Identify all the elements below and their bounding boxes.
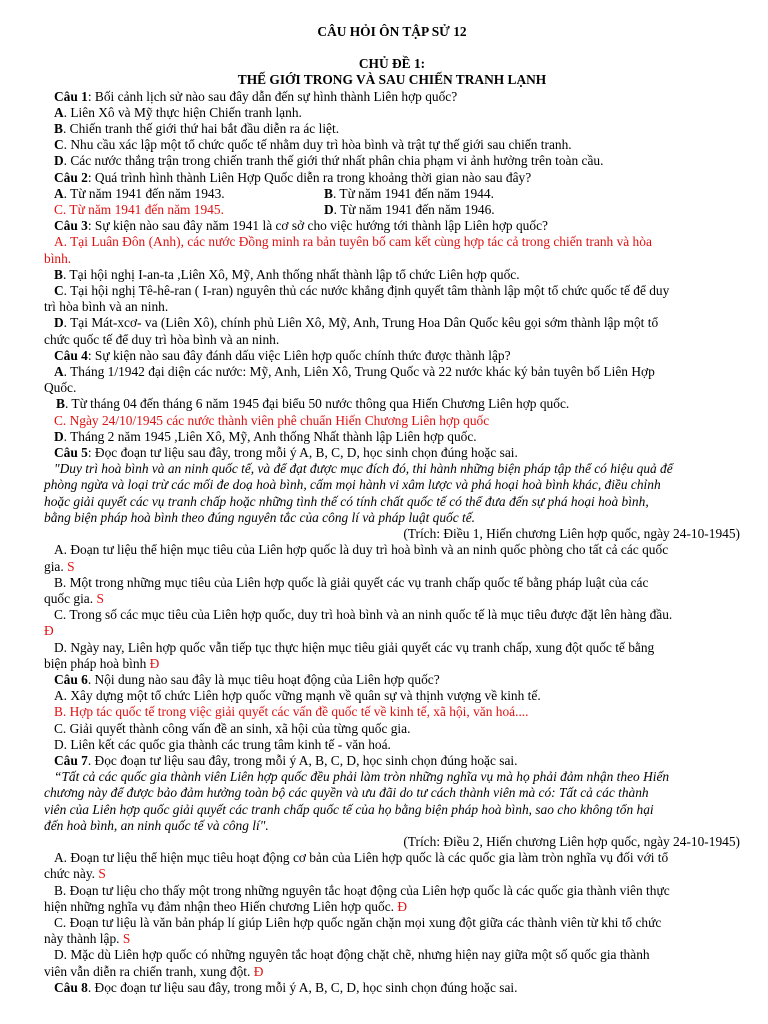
question-6 [44, 672, 740, 688]
statement-b-cont: hiện những nghĩa vụ đảm nhận theo Hiến chương Liên hợp quốc. Đ [44, 898, 408, 914]
question-text: : Sự kiện nào sau đây đánh dấu việc Liên hợp quốc chính thức được thành lập? [87, 347, 511, 363]
quote-line: chương này để được bảo đảm hưởng toàn bộ các quyền và ưu đãi do tư cách thành viên mà có: Tất cả các thành [44, 785, 649, 801]
question-text: . Đọc đoạn tư liệu sau đây, trong mỗi ý A, B, C, D, học sinh chọn đúng hoặc sai. [87, 752, 518, 768]
option-c-cont: trì hòa bình và an ninh. [44, 299, 169, 315]
question-text: . Nội dung nào sau đây là mục tiêu hoạt động của Liên hợp quốc? [87, 671, 440, 687]
statement-a-cont: chức này. S [44, 866, 106, 882]
option-a: A. Tháng 1/1942 đại diện các nước: Mỹ, Anh, Liên Xô, Trung Quốc và 22 nước khác ký bản tuyên bố Liên Hợp [54, 364, 655, 380]
option-c-correct: C. Từ năm 1941 đến năm 1945. [54, 202, 224, 218]
option-a: A. Từ năm 1941 đến năm 1943. [54, 185, 225, 201]
quote-line: “Tất cả các quốc gia thành viên Liên hợp quốc đều phải làm tròn những nghĩa vụ mà họ phải đảm nhận theo Hiến [54, 769, 670, 785]
topic-name: THẾ GIỚI TRONG VÀ SAU CHIẾN TRANH LẠNH [237, 72, 547, 88]
answer-mark: S [98, 866, 106, 882]
option-d-cont: chức quốc tế để duy trì hòa bình và an ninh. [44, 331, 280, 347]
answer-mark: Đ [253, 963, 264, 979]
statement-b: B. Một trong những mục tiêu của Liên hợp quốc là giải quyết các vụ tranh chấp quốc tế bằng pháp luật của các [54, 574, 649, 590]
statement-b: B. Đoạn tư liệu cho thấy một trong những nguyên tắc hoạt động của Liên hợp quốc là các quốc gia thành viên thực [54, 882, 670, 898]
statement-c-cont: này thành lập. S [44, 931, 131, 947]
quote-source: (Trích: Điều 2, Hiến chương Liên hợp quốc, ngày 24-10-1945) [403, 833, 740, 849]
option-c: C. Nhu cầu xác lập một tổ chức quốc tế nhằm duy trì hòa bình và trật tự thế giới sau chiến tranh. [54, 137, 572, 153]
answer-mark: S [67, 558, 75, 574]
option-b: B. Tại hội nghị I-an-ta ,Liên Xô, Mỹ, Anh thống nhất thành lập tổ chức Liên hợp quốc. [54, 266, 520, 282]
options-row [44, 186, 740, 202]
option-a-correct-cont: bình. [44, 250, 72, 266]
option-d: D. Tại Mát-xcơ- va (Liên Xô), chính phủ Liên Xô, Mỹ, Anh, Trung Hoa Dân Quốc kêu gọi sớm thành lập một tổ [54, 315, 659, 331]
statement-b-cont: quốc gia. S [44, 590, 104, 606]
question-4 [44, 348, 740, 364]
question-label: Câu 7 [54, 752, 88, 768]
topic-number: CHỦ ĐỀ 1: [358, 56, 426, 72]
answer-mark: S [122, 931, 131, 947]
quote-line: đến hoà bình, an ninh quốc tế và công lí". [44, 817, 269, 833]
option-a-correct: A. Tại Luân Đôn (Anh), các nước Đồng minh ra bản tuyên bố cam kết cùng hợp tác cả trong chiến tranh và hòa [54, 234, 652, 250]
statement-d: D. Mặc dù Liên hợp quốc có những nguyên tắc hoạt động chặt chẽ, nhưng hiện nay giữa một số quốc gia thành [54, 947, 650, 963]
question-3 [44, 218, 740, 234]
answer-mark: S [96, 590, 104, 606]
option-a: A. Liên Xô và Mỹ thực hiện Chiến tranh lạnh. [54, 104, 302, 120]
question-8 [44, 980, 740, 996]
quote-line: hoặc giải quyết các vụ tranh chấp hoặc những tình thế có tính chất quốc tế có thể đưa đến sự phá hoại hoà bình, [44, 493, 649, 509]
question-text: . Đọc đoạn tư liệu sau đây, trong mỗi ý A, B, C, D, học sinh chọn đúng hoặc sai. [87, 979, 518, 995]
quote-line: phòng ngừa và loại trừ các mối đe doạ hoà bình, cấm mọi hành vi xâm lược và phá hoại hoà bình khác, điều chỉnh [44, 477, 661, 493]
answer-mark: Đ [44, 623, 54, 639]
question-2 [44, 170, 740, 186]
option-d: D. Các nước thắng trận trong chiến tranh thế giới thứ nhất phân chia phạm vi ảnh hưởng trên toàn cầu. [54, 153, 604, 169]
statement-d-cont: biện pháp hoà bình Đ [44, 655, 160, 671]
question-5 [44, 445, 740, 461]
question-label: Câu 6 [54, 671, 88, 687]
option-d: D. Liên kết các quốc gia thành các trung tâm kinh tế - văn hoá. [54, 736, 391, 752]
question-label: Câu 2 [54, 169, 88, 185]
question-text: : Bối cảnh lịch sử nào sau đây dẫn đến sự hình thành Liên hợp quốc? [87, 88, 458, 104]
quote-line: bằng biện pháp hoà bình theo đúng nguyên tắc của công lí và pháp luật quốc tế. [44, 509, 476, 525]
answer-mark: Đ [397, 898, 408, 914]
statement-a: A. Đoạn tư liệu thể hiện mục tiêu hoạt động cơ bản của Liên hợp quốc là các quốc gia làm tròn nghĩa vụ đối với tổ [54, 850, 669, 866]
statement-a-cont: gia. S [44, 558, 75, 574]
option-b: B. Chiến tranh thế giới thứ hai bắt đầu diễn ra ác liệt. [54, 121, 340, 137]
question-text: : Quá trình hình thành Liên Hợp Quốc diễn ra trong khoảng thời gian nào sau đây? [87, 169, 532, 185]
option-c: C. Giải quyết thành công vấn đề an sinh, xã hội của từng quốc gia. [54, 720, 411, 736]
answer-mark: Đ [149, 655, 160, 671]
question-label: Câu 5 [54, 445, 88, 461]
question-1 [44, 89, 740, 105]
option-d: D. Từ năm 1941 đến năm 1946. [324, 202, 495, 218]
quote-source: (Trích: Điều 1, Hiến chương Liên hợp quốc, ngày 24-10-1945) [403, 526, 740, 542]
option-a-cont: Quốc. [44, 380, 77, 396]
option-c-correct: C. Ngày 24/10/1945 các nước thành viên phê chuẩn Hiến Chương Liên hợp quốc [54, 412, 490, 428]
options-row [44, 202, 740, 218]
quote-line: viên của Liên hợp quốc giải quyết các tranh chấp quốc tế của họ bằng biện pháp hoà bình, sao cho không tổn hại [44, 801, 654, 817]
option-d: D. Tháng 2 năm 1945 ,Liên Xô, Mỹ, Anh thống Nhất thành lập Liên hợp quốc. [54, 428, 477, 444]
question-label: Câu 4 [54, 347, 88, 363]
question-text: : Đọc đoạn tư liệu sau đây, trong mỗi ý A, B, C, D, học sinh chọn đúng hoặc sai. [87, 445, 518, 461]
option-a: A. Xây dựng một tổ chức Liên hợp quốc vững mạnh về quân sự và thịnh vượng về kinh tế. [54, 688, 541, 704]
statement-d-cont: viên vẫn diễn ra chiến tranh, xung đột. Đ [44, 963, 264, 979]
option-c: C. Tại hội nghị Tê-hê-ran ( I-ran) nguyên thủ các nước khẳng định quyết tâm thành lập một tổ chức quốc tế để duy [54, 283, 670, 299]
statement-c: C. Trong số các mục tiêu của Liên hợp quốc, duy trì hoà bình và an ninh quốc tế là mục tiêu được đặt lên hàng đầu. [54, 607, 673, 623]
statement-c: C. Đoạn tư liệu là văn bản pháp lí giúp Liên hợp quốc ngăn chặn mọi xung đột giữa các thành viên từ khi tổ chức [54, 914, 662, 930]
statement-c-cont [44, 623, 740, 639]
question-label: Câu 8 [54, 979, 88, 995]
statement-a: A. Đoạn tư liệu thể hiện mục tiêu của Liên hợp quốc là duy trì hoà bình và an ninh quốc phòng cho tất cả các quốc [54, 542, 669, 558]
document-title: CÂU HỎI ÔN TẬP SỬ 12 [317, 24, 467, 39]
option-b: B. Từ năm 1941 đến năm 1944. [324, 185, 494, 201]
quote-line: "Duy trì hoà bình và an ninh quốc tế, và để đạt được mục đích đó, thi hành những biện pháp tập thể có hiệu quả để [54, 461, 673, 477]
statement-d: D. Ngày nay, Liên hợp quốc vẫn tiếp tục thực hiện mục tiêu giải quyết các vụ tranh chấp, xung đột quốc tế bằng [54, 639, 655, 655]
option-b: B. Từ tháng 04 đến tháng 6 năm 1945 đại biểu 50 nước thông qua Hiến Chương Liên hợp quốc. [56, 396, 570, 412]
question-label: Câu 3 [54, 218, 88, 234]
question-text: : Sự kiện nào sau đây năm 1941 là cơ sở cho việc hướng tới thành lập Liên hợp quốc? [87, 218, 548, 234]
option-b-correct: B. Hợp tác quốc tế trong việc giải quyết các vấn đề quốc tế về kinh tế, xã hội, văn hoá.... [54, 704, 529, 720]
question-label: Câu 1 [54, 88, 88, 104]
question-7 [44, 753, 740, 769]
